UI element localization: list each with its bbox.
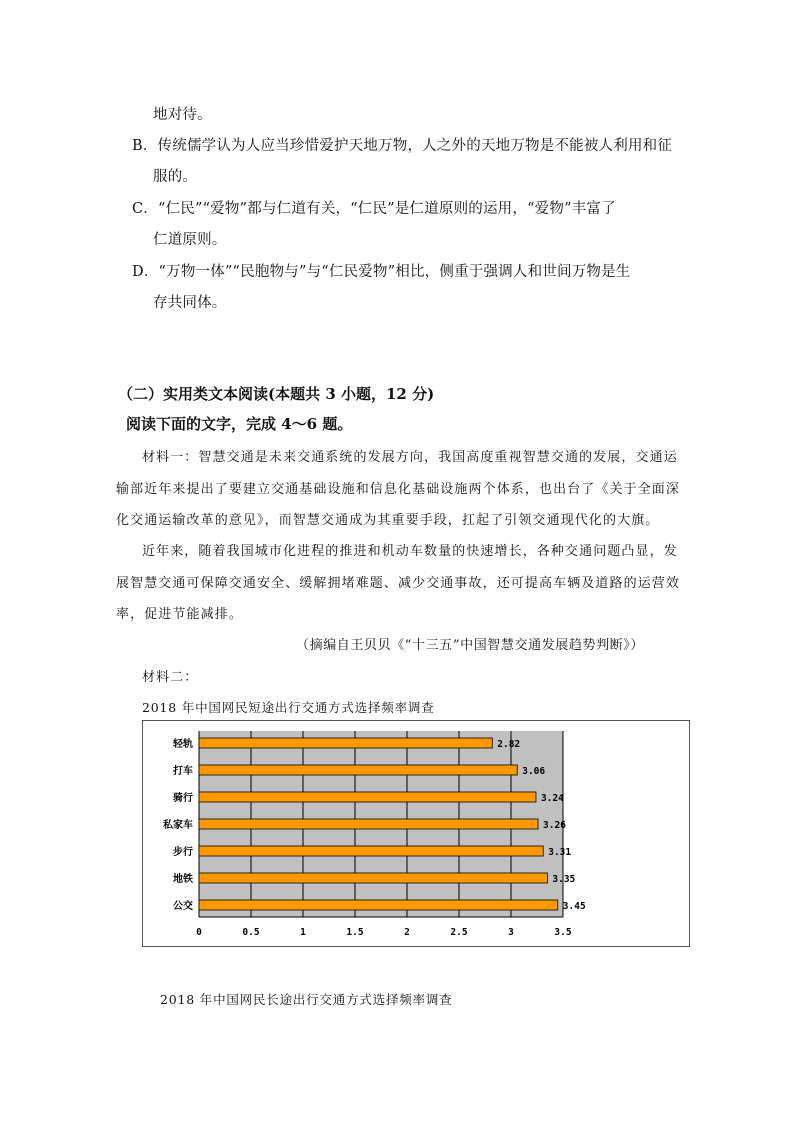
bar-chart <box>142 720 690 947</box>
material1-line5: 展智慧交通可保障交通安全、缓解拥堵难题、减少交通事故，还可提高车辆及道路的运营效 <box>116 576 681 591</box>
material1-line2: 输部近年来提出了要建立交通基础设施和信息化基础设施两个体系，也出台了《关于全面深 <box>116 482 681 497</box>
material1-source: （摘编自王贝贝《“十三五”中国智慧交通发展趋势判断》） <box>296 638 644 653</box>
material1-line4: 近年来，随着我国城市化进程的推进和机动车数量的快速增长，各种交通问题凸显，发 <box>142 544 678 559</box>
category-label: 轻轨 <box>173 739 193 750</box>
bar <box>199 819 538 829</box>
value-label: 3.24 <box>540 793 564 804</box>
value-label: 3.06 <box>522 766 546 777</box>
tick-label: 1.5 <box>346 927 364 938</box>
option-b-line2: 服的。 <box>153 169 198 185</box>
value-label: 2.82 <box>497 739 521 750</box>
bar <box>199 765 517 775</box>
category-label: 地铁 <box>173 874 193 885</box>
bar <box>199 846 543 856</box>
option-b-line1: B．传统儒学认为人应当珍惜爱护天地万物，人之外的天地万物是不能被人利用和征 <box>132 138 673 154</box>
chart2-caption: 2018 年中国网民长途出行交通方式选择频率调查 <box>160 992 453 1007</box>
category-label: 骑行 <box>173 793 193 804</box>
material2-label: 材料二： <box>142 670 199 685</box>
material1-line1: 材料一：智慧交通是未来交通系统的发展方向，我国高度重视智慧交通的发展，交通运 <box>142 450 678 465</box>
option-d-line1: D．“万物一体”“民胞物与”与“仁民爱物”相比，侧重于强调人和世间万物是生 <box>132 264 631 280</box>
option-a-tail: 地对待。 <box>153 107 212 123</box>
value-label: 3.35 <box>552 874 576 885</box>
bar-chart-svg <box>143 721 689 946</box>
option-c-line1: C．“仁民”“爱物”都与仁道有关，“仁民”是仁道原则的运用，“爱物”丰富了 <box>132 201 616 217</box>
chart1-caption: 2018 年中国网民短途出行交通方式选择频率调查 <box>142 700 435 715</box>
material1-line3: 化交通运输改革的意见》，而智慧交通成为其重要手段，扛起了引领交通现代化的大旗。 <box>116 513 660 528</box>
tick-label: 3 <box>508 927 514 938</box>
category-label: 步行 <box>173 847 193 858</box>
tick-label: 0.5 <box>242 927 260 938</box>
bar <box>199 873 547 883</box>
value-label: 3.26 <box>543 820 566 831</box>
category-label: 打车 <box>173 766 193 777</box>
tick-label: 2.5 <box>450 927 468 938</box>
tick-label: 2 <box>404 927 410 938</box>
value-label: 3.45 <box>562 901 586 912</box>
option-c-line2: 仁道原则。 <box>153 232 227 248</box>
category-label: 私家车 <box>163 820 193 831</box>
bar <box>199 738 492 748</box>
bar <box>199 792 536 802</box>
tick-label: 1 <box>300 927 306 938</box>
tick-label: 0 <box>196 927 202 938</box>
value-label: 3.31 <box>548 847 572 858</box>
tick-label: 3.5 <box>554 927 572 938</box>
option-d-line2: 存共同体。 <box>153 295 227 311</box>
category-label: 公交 <box>173 901 193 912</box>
section-instruction: 阅读下面的文字，完成 4～6 题。 <box>126 415 353 433</box>
section-heading: （二）实用类文本阅读(本题共 3 小题，12 分) <box>118 385 435 403</box>
bar <box>199 900 558 910</box>
material1-line6: 率，促进节能减排。 <box>116 607 243 622</box>
